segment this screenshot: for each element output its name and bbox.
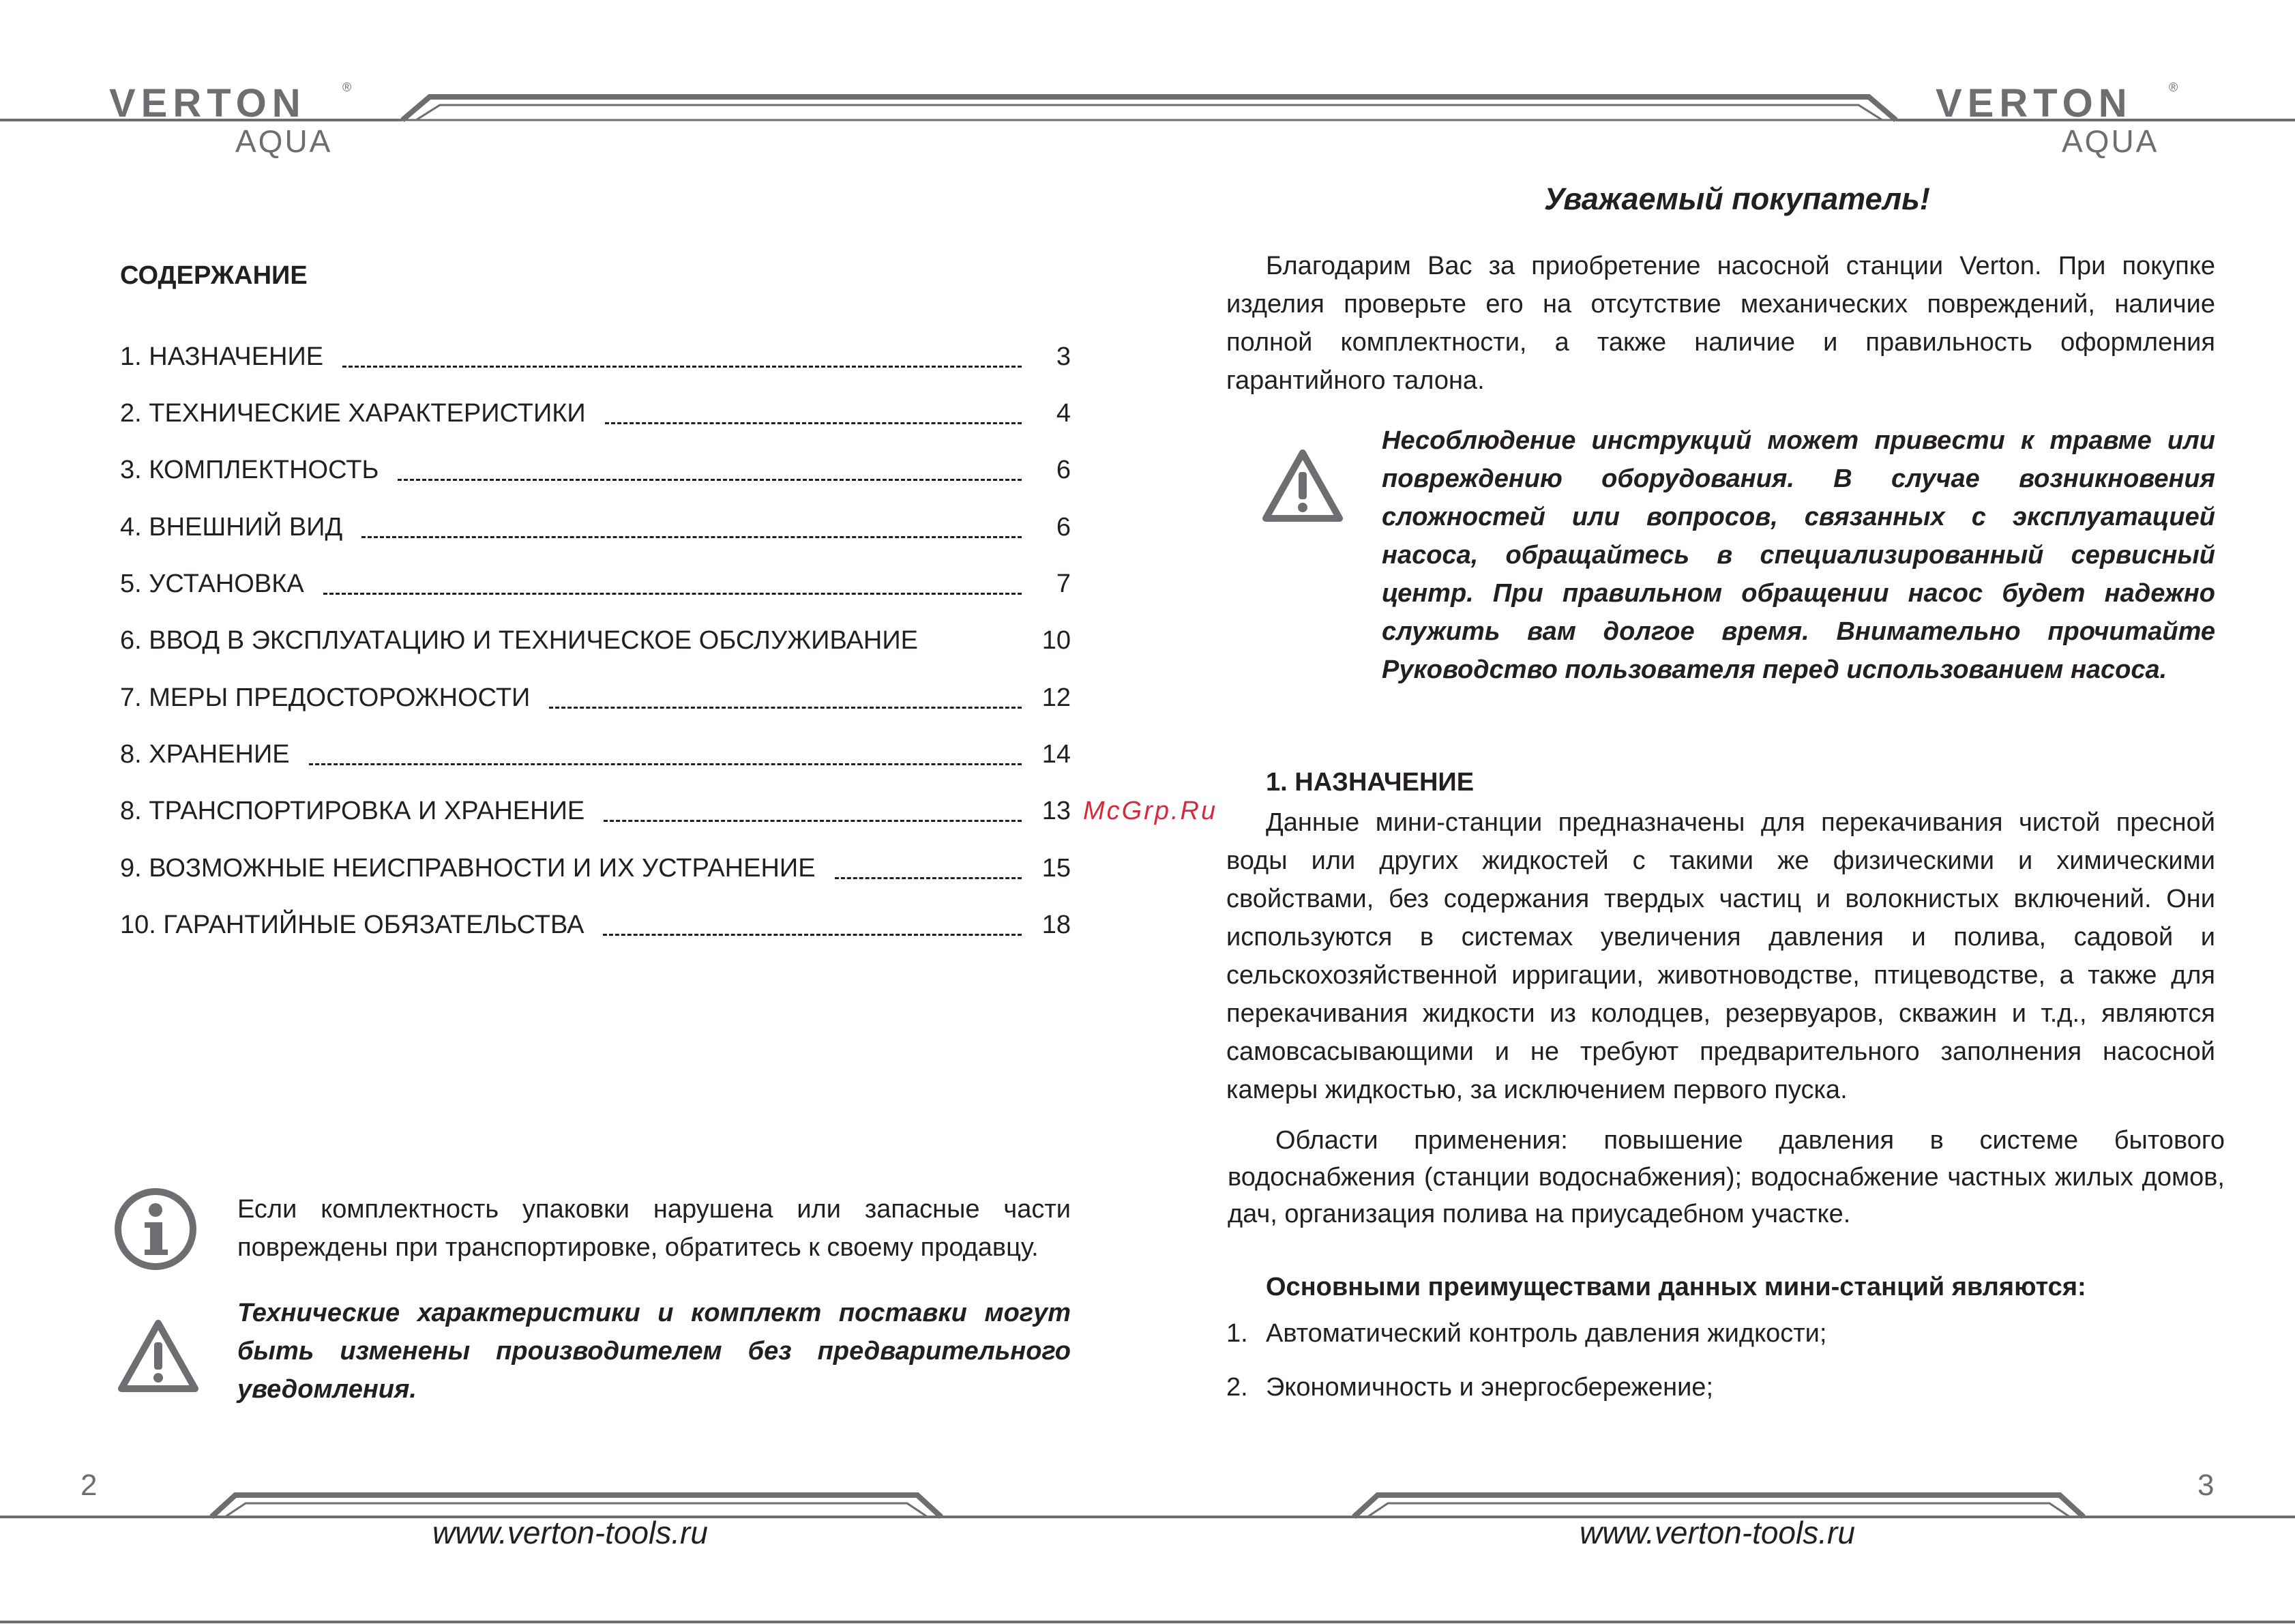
toc-leader (604, 820, 1022, 822)
warning-icon (116, 1318, 201, 1394)
toc-entry-page: 10 (1041, 626, 1071, 655)
intro-paragraph: Благодарим Вас за приобретение насосной станции Verton. При покупке изделия проверьте его на отсутствие механических повреждений, наличие полной комплектности, а также наличие и правильность оформления гарантийного талона. (1226, 252, 2215, 395)
logo-registered-mark: ® (2169, 80, 2178, 94)
toc-entry[interactable] (120, 683, 1071, 719)
logo-brand-text: VERTON (1936, 81, 2133, 126)
safety-warning-text: Несоблюдение инструкций может привести к травме или повреждению оборудования. В случае возникновения сложностей или вопросов, связанных с эксплуатацией насоса, обращайтесь в специализированный сервисный центр. При правильном обращении насос будет надежно служить вам долгое время. Внимательно прочитайте Руководство пользователя перед использованием насоса. (1382, 426, 2215, 684)
advantages-heading: Основными преимуществами данных мини-станций являются: (1266, 1273, 2086, 1301)
toc-entry-page: 15 (1041, 854, 1071, 883)
toc-entry-page: 4 (1056, 399, 1071, 428)
toc-leader (835, 877, 1022, 879)
toc-entry-page: 13 (1041, 797, 1071, 825)
toc-entry-title: 8. ТРАНСПОРТИРОВКА И ХРАНЕНИЕ (120, 797, 597, 826)
brand-logo-right (1936, 80, 2181, 169)
toc-leader (605, 422, 1022, 424)
toc-leader (603, 934, 1022, 936)
toc-entry-title: 6. ВВОД В ЭКСПЛУАТАЦИЮ И ТЕХНИЧЕСКОЕ ОБСЛУЖИВАНИЕ (120, 626, 930, 655)
toc-leader (398, 479, 1022, 481)
list-item-number: 1. (1226, 1319, 1248, 1348)
toc-entry[interactable] (120, 570, 1071, 605)
brand-logo-left (109, 80, 355, 169)
section-heading: 1. НАЗНАЧЕНИЕ (1266, 768, 1475, 797)
logo-sub-text: AQUA (2062, 123, 2159, 159)
applications-paragraph: Области применения: повышение давления в системе бытового водоснабжения (станции водоснабжения); водоснабжение частных жилых домов, дач, организация полива на приусадебном участке. (1228, 1126, 2225, 1228)
website-url-right[interactable]: www.verton-tools.ru (1580, 1515, 1855, 1550)
toc-entry[interactable] (120, 797, 1071, 832)
toc-leader (309, 763, 1022, 765)
toc-entry-page: 18 (1041, 911, 1071, 939)
toc-entry-title: 4. ВНЕШНИЙ ВИД (120, 513, 355, 542)
purpose-paragraph: Данные мини-станции предназначены для перекачивания чистой пресной воды или других жидкостей с такими же физическими и химическими свойствами, без содержания твердых частиц и волокнистых включений. Они используются в системах увеличения давления и полива, садовой и сельскохозяйственной ирригации, животноводстве, птицеводстве, а также для перекачивания жидкости из колодцев, резервуаров, скважин и т.д., являются самовсасывающими и не требуют предварительного заполнения насосной камеры жидкостью, за исключением первого пуска. (1226, 808, 2215, 1104)
info-icon (113, 1187, 198, 1271)
toc-entry-title: 3. КОМПЛЕКТНОСТЬ (120, 456, 391, 485)
toc-entry[interactable] (120, 740, 1071, 776)
page-number-left: 2 (80, 1468, 98, 1502)
list-item-text: Автоматический контроль давления жидкости; (1266, 1319, 1827, 1348)
list-item-text: Экономичность и энергосбережение; (1266, 1373, 1714, 1402)
warning-icon (1260, 447, 1345, 524)
toc-entry[interactable] (120, 854, 1071, 889)
toc-entry[interactable] (120, 513, 1071, 548)
list-item (1226, 1373, 1714, 1402)
toc-entry-title: 2. ТЕХНИЧЕСКИЕ ХАРАКТЕРИСТИКИ (120, 399, 598, 428)
toc-entry-page: 6 (1056, 456, 1071, 484)
info-note-text: Если комплектность упаковки нарушена или запасные части повреждены при транспортировке, обратитесь к своему продавцу. (237, 1195, 1071, 1262)
watermark: McGrp.Ru (1083, 797, 1218, 825)
toc-entry-page: 12 (1041, 683, 1071, 712)
toc-leader (342, 366, 1022, 368)
toc-entry-title: 8. ХРАНЕНИЕ (120, 740, 302, 769)
logo-sub-text: AQUA (235, 123, 333, 159)
page-title: Уважаемый покупатель! (1544, 181, 1930, 216)
toc-entry[interactable] (120, 456, 1071, 491)
toc-entry[interactable] (120, 911, 1071, 946)
toc-entry-page: 7 (1056, 570, 1071, 598)
toc-entry-title: 10. ГАРАНТИЙНЫЕ ОБЯЗАТЕЛЬСТВА (120, 911, 596, 940)
toc-entry-page: 3 (1056, 342, 1071, 371)
logo-registered-mark: ® (342, 80, 352, 94)
list-item (1226, 1319, 1827, 1348)
toc-entry-title: 5. УСТАНОВКА (120, 570, 316, 599)
toc-leader (323, 593, 1022, 595)
website-url-left[interactable]: www.verton-tools.ru (432, 1515, 708, 1550)
toc-entry-title: 7. МЕРЫ ПРЕДОСТОРОЖНОСТИ (120, 683, 542, 713)
toc-entry[interactable] (120, 626, 1071, 662)
toc-entry-page: 14 (1041, 740, 1071, 769)
toc-entry-title: 1. НАЗНАЧЕНИЕ (120, 342, 336, 372)
toc-entry-title: 9. ВОЗМОЖНЫЕ НЕИСПРАВНОСТИ И ИХ УСТРАНЕНИЕ (120, 854, 828, 883)
logo-brand-text: VERTON (109, 81, 306, 126)
page-number-right: 3 (2197, 1468, 2215, 1502)
toc-entry[interactable] (120, 342, 1071, 378)
toc-entry-page: 6 (1056, 513, 1071, 542)
toc-leader (549, 707, 1022, 709)
toc-heading: СОДЕРЖАНИЕ (120, 261, 308, 290)
toc-entry[interactable] (120, 399, 1071, 434)
spec-change-warning-text: Технические характеристики и комплект поставки могут быть изменены производителем без предварительного уведомления. (237, 1299, 1071, 1404)
toc-leader (361, 536, 1022, 538)
list-item-number: 2. (1226, 1373, 1248, 1402)
